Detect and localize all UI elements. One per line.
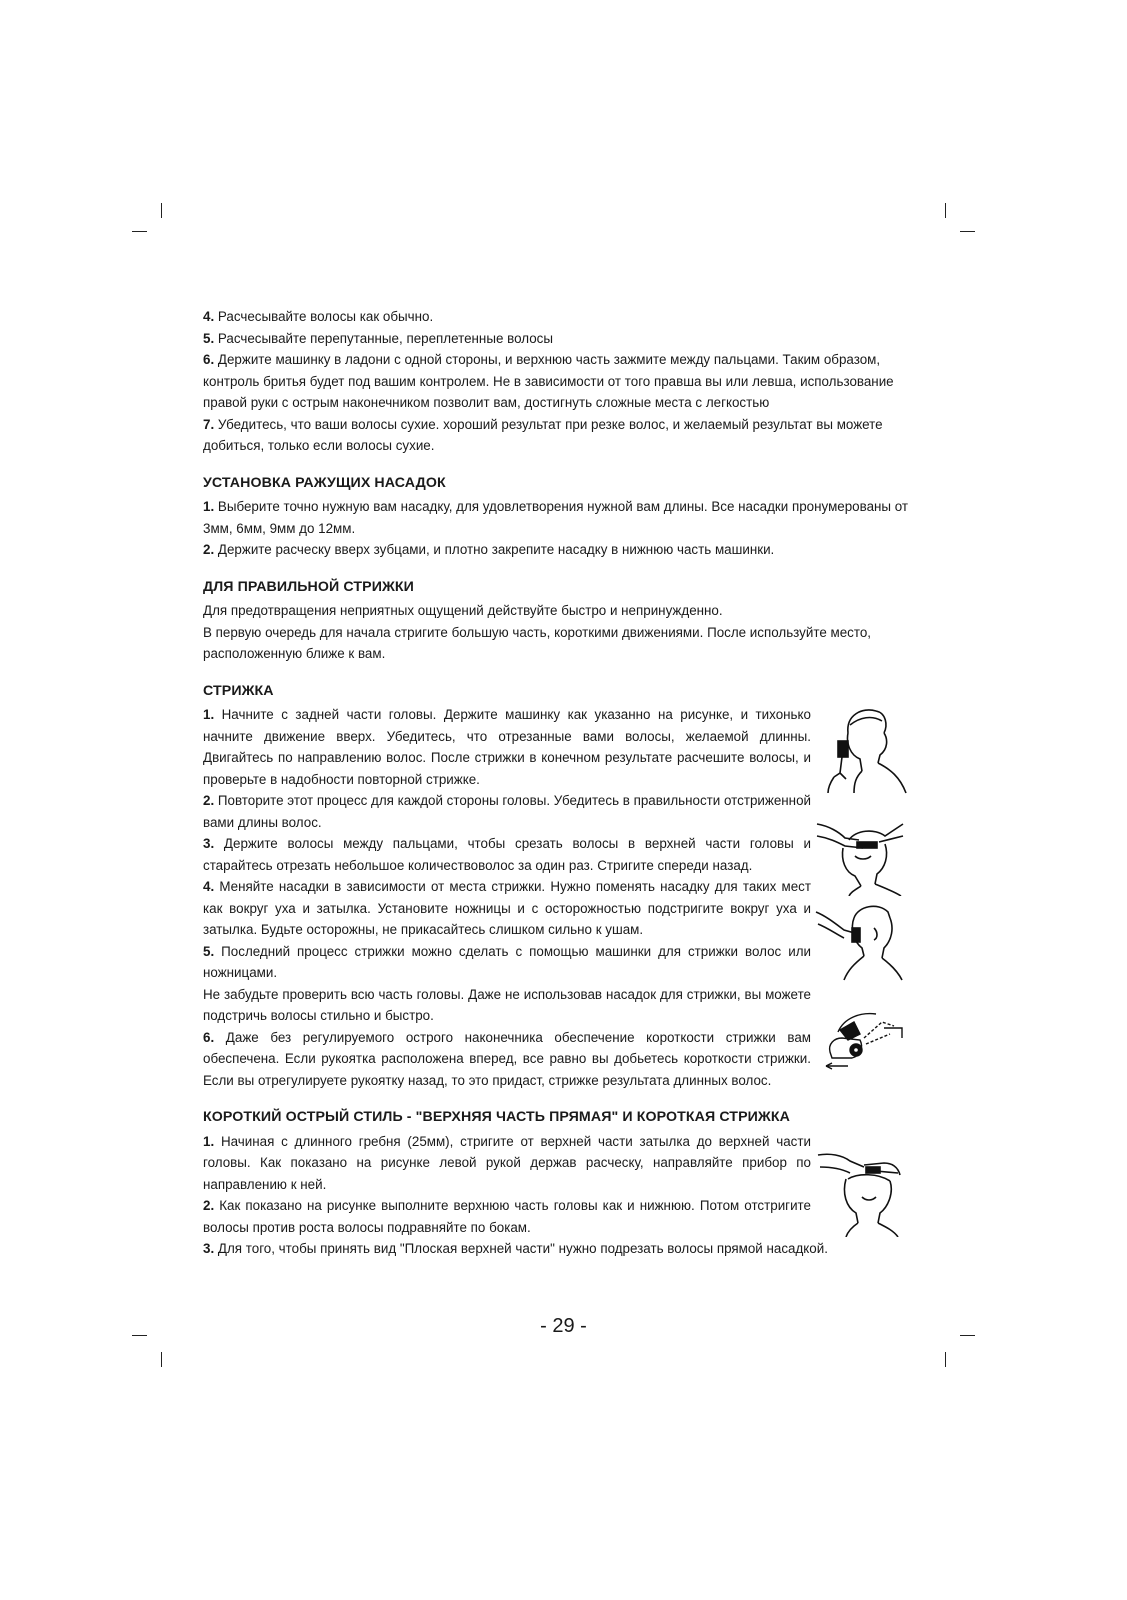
illustration-comb-and-clipper (814, 1145, 906, 1237)
illustration-clipper-angle-diagram (820, 1008, 910, 1076)
list-item: 5. Расчесывайте перепутанные, переплетенные волосы (203, 330, 553, 346)
list-item: 3. Для того, чтобы принять вид "Плоская верхней части" нужно подрезать волосы прямой насадкой. (203, 1241, 828, 1256)
section-heading: ДЛЯ ПРАВИЛЬНОЙ СТРИЖКИ (203, 578, 414, 595)
section-heading: КОРОТКИЙ ОСТРЫЙ СТИЛЬ - "ВЕРХНЯЯ ЧАСТЬ ПРЯМАЯ" И КОРОТКАЯ СТРИЖКА (203, 1109, 790, 1125)
list-item: 1. Выберите точно нужную вам насадку, для удовлетворения нужной вам длины. Все насадки пронумерованы от 3мм, 6мм, 9мм до 12мм. (203, 499, 909, 536)
crop-mark (960, 231, 975, 232)
illustration-side-of-head (814, 898, 906, 982)
crop-mark (945, 203, 946, 218)
section-heading: УСТАНОВКА РАЖУЩИХ НАСАДОК (203, 474, 446, 491)
paragraph: Для предотвращения неприятных ощущений действуйте быстро и непринужденно. (203, 603, 723, 618)
section-heading: СТРИЖКА (203, 682, 274, 699)
list-item: 4. Расчесывайте волосы как обычно. (203, 309, 434, 324)
list-item: 2. Как показано на рисунке выполните верхнюю часть головы как и нижнюю. Потом отстригите волосы против роста волосы подравняйте по бокам. (203, 1198, 811, 1235)
paragraph: Не забудьте проверить всю часть головы. Даже не использовав насадок для стрижки, вы можете подстричь волосы стильно и быстро. (203, 986, 811, 1023)
crop-mark (945, 1352, 946, 1367)
list-item: 1. Начните с задней части головы. Держите машинку как указанно на рисунке, и тихонько начните движение вверх. Убедитесь, что отрезанные вами волосы, желаемой длинны. Двигайтесь по направлению волос. После стрижки в конечном результате расчешите волосы, и проверьте в надобности повторной стрижке. (203, 707, 811, 787)
list-item: 6. Держите машинку в ладони с одной стороны, и верхнюю часть зажмите между пальцами. Таким образом, контроль бритья будет под вашим контролем. Не в зависимости от того правша вы или левша, использование правой руки с острым наконечником позволит вам, достигнуть сложные места с легкостью (203, 352, 894, 410)
list-item: 2. Держите расческу вверх зубцами, и плотно закрепите насадку в нижнюю часть машинки. (203, 542, 775, 557)
list-item: 7. Убедитесь, что ваши волосы сухие. хороший результат при резке волос, и желаемый результат вы можете добиться, только если волосы сухие. (203, 416, 883, 453)
crop-mark (161, 203, 162, 218)
crop-mark (132, 231, 147, 232)
list-item: 5. Последний процесс стрижки можно сделать с помощью машинки для стрижки волос или ножницами. (203, 943, 811, 980)
list-item: 4. Меняйте насадки в зависимости от места стрижки. Нужно поменять насадку для таких мест как вокруг уха и затылка. Установите ножницы и с осторожностью подстригите вокруг уха и затылка. Будьте осторожны, не прикасайтесь слишком сильно к ушам. (203, 879, 811, 937)
page-number: - 29 - (540, 1315, 587, 1337)
intro-list (203, 306, 927, 457)
illustration-fingers-on-top (815, 816, 907, 896)
list-item: 1. Начиная с длинного гребня (25мм), стригите от верхней части затылка до верхней части головы. Как показано на рисунке левой рукой держав расческу, направляйте прибор по направлению к ней. (203, 1133, 811, 1192)
crop-mark (161, 1352, 162, 1367)
list-item: 6. Даже без регулируемого острого наконечника обеспечение короткости стрижки вам обеспечена. Если рукоятка расположена вперед, все равно вы добьетесь короткости стрижки. Если вы отрегулируете рукоятку назад, то это придаст, стрижке результата длинных волос. (203, 1029, 811, 1088)
list-item: 2. Повторите этот процесс для каждой стороны головы. Убедитесь в правильности отстриженной вами длины волос. (203, 793, 812, 830)
illustration-clipper-back-of-head (820, 703, 910, 795)
paragraph: В первую очередь для начала стригите большую часть, короткими движениями. После используйте место, расположенную ближе к вам. (203, 624, 871, 661)
list-item: 3. Держите волосы между пальцами, чтобы срезать волосы в верхней части головы и старайтесь отрезать небольшое количествоволос за один раз. Стригите спереди назад. (203, 836, 811, 873)
manual-page-content (203, 306, 927, 1260)
